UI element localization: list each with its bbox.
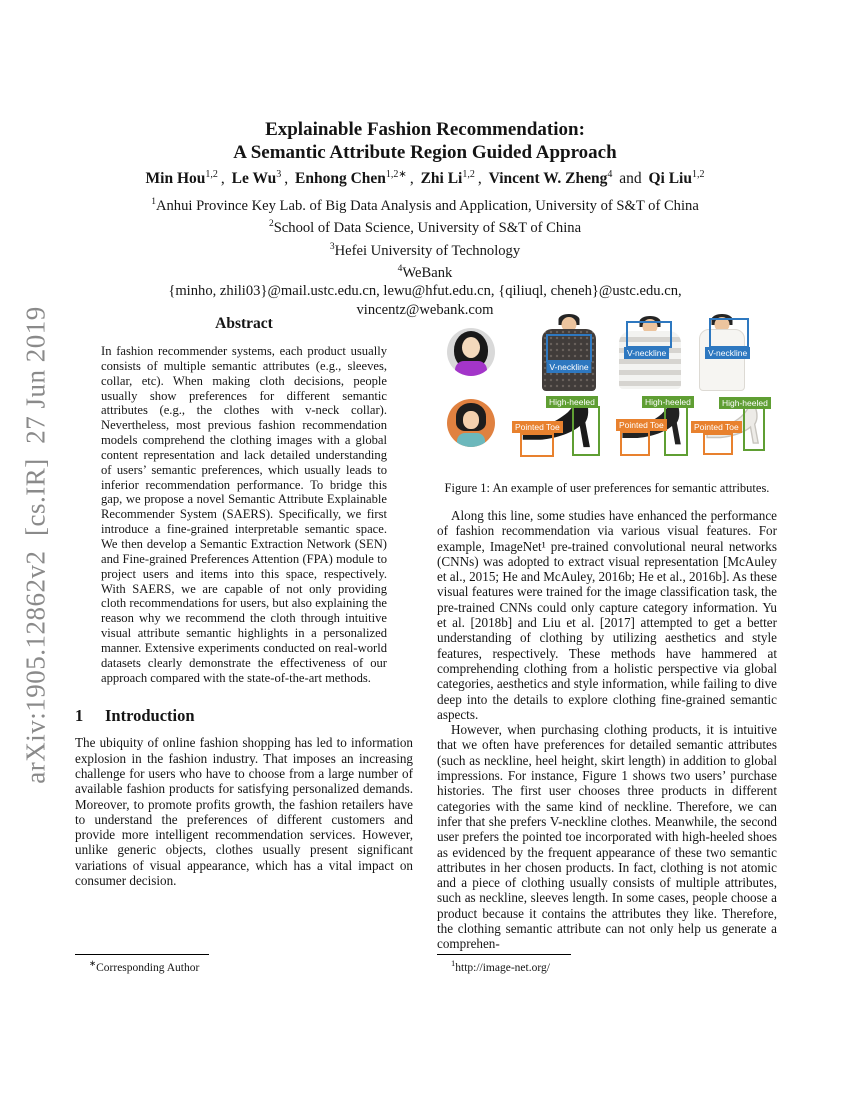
corresponding-author-footnote [75,954,375,974]
footnote-text: http://image-net.org/ [455,961,550,974]
product-image-shoe1 [515,397,612,463]
vneckline-label: V-neckline [624,347,669,359]
author-affil-sup: 1,2 [691,169,705,180]
footnote-marker: 1 [451,958,456,968]
product-image-shoe3 [694,398,775,463]
affiliation-line [0,238,850,260]
abstract-body: In fashion recommender systems, each product usually consists of multiple semantic attributes (e.g., sleeves, collar, etc). When making cloth decisions, people usually show preferences for different semantic attributes (e.g., the clothes with v-neck collar). Nevertheless, most previous fashion recommendation models comprehend the clothing images with a global content representation and lack detailed understanding of users’ semantic preferences, which usually leads to inferior recommendation performance. To bridge this gap, we propose a novel Semantic Attribute Explainable Recommender System (SAERS). Specifically, we first introduce a fine-grained interpretable semantic space. We then develop a Semantic Extraction Network (SEN) and Fine-grained Preferences Attention (FPA) module to project users and items into this space, respectively. With SAERS, we are capable of not only providing cloth recommendations for users, but also explaining the reason why we recommend the cloth through intuitive visual attribute semantic highlights in a personalized manner. Extensive experiments conducted on real-world datasets clearly demonstrate the effectiveness of our approach compared with the state-of-the-art methods. [101,344,387,685]
product-image-shoe2 [620,397,700,463]
footnote-rule [75,954,209,955]
affiliation-line [0,193,850,215]
body-paragraph-1: Along this line, some studies have enhanced the performance of fashion recommendation via various visual features. For example, ImageNet¹ pre-trained convolutional neural networks (CNNs) was adopted to extract visual representation [McAuley et al., 2015; He and McAuley, 2016b; He et al., 2016b]. As these visual features were trained for the image classification task, the pre-trained CNNs could only capture category information. Yu et al. [2018b] and Liu et al. [2017] attempted to get a better understanding of clothing by utilizing aesthetics and style features, respectively. These methods have hammered at comprehending clothing from a holistic perspective via global categories, aesthetics and style information, while failing to dive deep into the details to explore clothing fine-grained semantic aspects. [437,508,777,722]
author-separator: , [477,170,482,188]
right-column [437,313,777,952]
pointedtoe-bounding-box [620,431,650,456]
user2-avatar [447,399,495,447]
vneckline-bounding-box [546,334,592,362]
paper-title-line1: Explainable Fashion Recommendation: [265,119,585,140]
avatar-torso [455,361,487,376]
imagenet-url-footnote [437,954,737,974]
author-separator: , [409,170,414,188]
affiliation-text: Anhui Province Key Lab. of Big Data Analysis and Application, University of S&T of China [155,197,699,214]
arxiv-watermark: arXiv:1905.12862v2 [cs.IR] 27 Jun 2019 [20,306,51,784]
affiliation-text: Hefei University of Technology [334,242,521,259]
author-name: Qi Liu [648,170,692,188]
author-affil-sup: 3 [276,169,282,180]
affiliation-sup: 2 [268,219,274,230]
paper-title-line2: A Semantic Attribute Region Guided Approach [233,142,617,163]
product-image-dress2 [689,316,755,392]
author-name: Le Wu [231,170,277,188]
section-number: 1 [75,706,84,726]
body-paragraph-2: However, when purchasing clothing products, it is intuitive that we often have preferences for detailed semantic attributes (such as neckline, heel height, skirt length) in addition to global impressions. For instance, Figure 1 shows two users’ purchase histories. The first user chooses three products in different categories with the same kind of neckline. Therefore, we can infer that she prefers V-neckline clothes. Meanwhile, the second user prefers the pointed toe incorporated with high-heeled shoes as evidenced by the frequent appearance of these two semantic attributes in her chosen products. In fact, clothing is not atomic and a piece of clothing usually consists of multiple attributes, such as neckline, sleeves length. In some cases, people choose a product because it contains the attributes they like. Therefore, the clothing semantic attribute can not only help us generate a comprehen- [437,722,777,952]
figure1-caption: Figure 1: An example of user preferences for semantic attributes. [444,481,770,495]
user1-avatar [447,328,495,376]
highheeled-bounding-box [572,406,600,456]
affiliation-line [0,215,850,237]
vneckline-label: V-neckline [546,361,591,373]
introduction-body: The ubiquity of online fashion shopping has led to information explosion in the fashion industry. That imposes an increasing challenge for users who have to choose from a large number of available fashion products for satisfying personalized demands. Moreover, to promote profits growth, the fashion retailers have to understand the preferences of different customers and provide more intelligent recommendation services. However, unlike generic objects, clothes usually present significant variations of visual appearance, which has a vital impact on consumer decision. [75,735,413,889]
author-affil-sup: 1,2 [205,169,218,180]
pointedtoe-label: Pointed Toe [691,421,742,433]
affiliation-sup: 3 [329,241,335,252]
highheeled-label: High-heeled [642,396,694,408]
author-list [0,169,850,188]
affiliation-sup: 1 [151,197,156,207]
paper-title [0,118,850,164]
author-separator: , [220,170,225,188]
author-affil-sup: 4 [607,169,613,180]
pointedtoe-bounding-box [520,433,554,457]
author-affil-sup: 1,2 [462,169,475,180]
author-and: and [619,170,642,188]
section-title: Introduction [105,706,195,726]
vneckline-bounding-box [709,318,749,348]
affiliation-text: School of Data Science, University of S&T of China [273,220,582,237]
vneckline-label: V-neckline [705,347,750,359]
abstract-heading: Abstract [215,315,273,332]
vneckline-bounding-box [626,321,672,348]
author-name: Min Hou [145,170,206,188]
emails-line: {minho, zhili03}@mail.ustc.edu.cn, lewu@hfut.edu.cn, {qiliuql, cheneh}@ustc.edu.cn, [168,283,682,300]
pointedtoe-label: Pointed Toe [512,421,563,433]
affiliations [0,193,850,319]
footnote-rule [437,954,571,955]
avatar-face [463,411,479,429]
highheeled-bounding-box [743,407,765,451]
avatar-face [462,337,480,358]
author-name: Vincent W. Zheng [488,170,608,188]
footnote-marker: ∗ [89,958,97,968]
pointedtoe-label: Pointed Toe [616,419,667,431]
figure-1 [437,313,777,471]
pointedtoe-bounding-box [703,433,733,455]
footnote-text: Corresponding Author [96,961,200,974]
author-name: Zhi Li [420,170,463,188]
left-column [75,315,413,888]
highheeled-bounding-box [664,406,688,456]
author-name: Enhong Chen [295,170,386,188]
affiliation-text: WeBank [402,264,453,281]
avatar-torso [457,433,485,447]
section-heading-introduction [75,706,413,726]
product-image-dress1 [529,316,609,394]
author-affil-sup: 1,2∗ [385,169,407,180]
affiliation-line [0,260,850,282]
author-separator: , [284,170,289,188]
product-image-sweater [614,318,686,392]
affiliation-sup: 4 [397,264,403,275]
highheeled-label: High-heeled [719,397,771,409]
highheeled-label: High-heeled [546,396,598,408]
emails-line: vincentz@webank.com [356,301,494,318]
